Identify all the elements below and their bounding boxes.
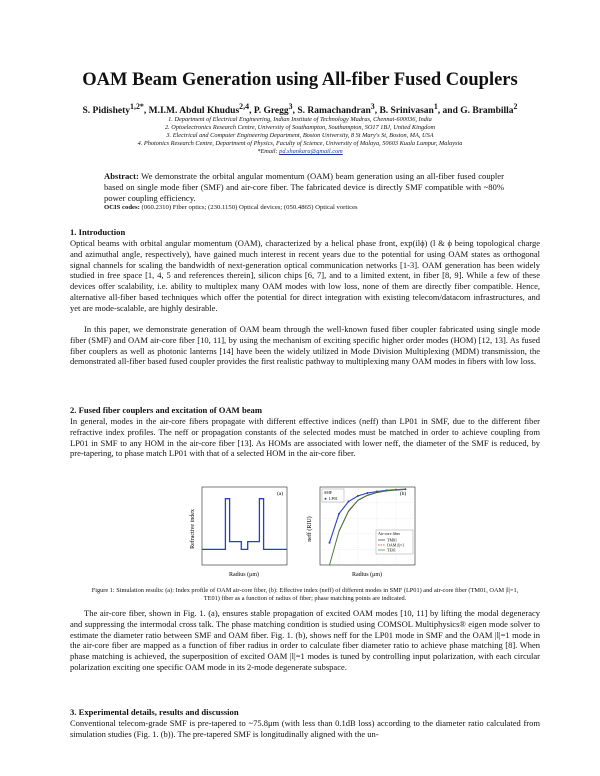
intro-paragraph-2: In this paper, we demonstrate generation of OAM beam through the well-known fused fiber coupler fabricated using single mode fiber (SMF) and OAM air-core fiber [10, 11], by using the mechanism of exciting specific higher order modes (HOM) [12, 13]. As fused fiber couplers as well as photonic lanterns [14] have been the widely utilized in Mode Division Multiplexing (MDM) transmission, the demonstrated all-fiber based fused coupler provides the first realistic pathway to multiplexing many OAM modes in fibers with low loss. (70, 324, 540, 367)
chart-a-title: (a) (276, 491, 284, 497)
chart-b (306, 487, 415, 578)
chart-b-xlabel: Radius (μm) (351, 572, 383, 578)
email-link[interactable]: pd.shankara@gmail.com (279, 148, 343, 155)
section-heading-3: 3. Experimental details, results and discussion (70, 707, 239, 717)
legend-label-oam: OAM |l|=1 (387, 542, 405, 548)
chart-b-ylabel: neff (RIU) (307, 516, 313, 542)
section2-paragraph-1: In general, modes in the air-core fibers propagate with different effective indices (neff) than LP01 in SMF, due to the different fiber refractive index profiles. The neff or propagation constants of the selected modes must be matched in order to achieve coupling from LP01 in SMF to any HOM in the air-core fiber [13]. As HOMs are associated with lower neff, the diameter of the SMF is reduced, by pre-tapering, to phase match LP01 with that of a selected HOM in the air-core fiber. (70, 416, 540, 459)
email-line: *Email: pd.shankara@gmail.com (257, 148, 343, 155)
legend-label-tm01: TM01 (387, 537, 397, 543)
author-list: S. Pidishety$^{1,2*}$, M.I.M. Abdul Khudus$^{2,4}$, P. Gregg$^3$, S. Ramachandran$^3$, B. Srinivasan$^1$, and G. Brambilla$^2$ (82, 102, 518, 117)
section2-paragraph-2: The air-core fiber, shown in Fig. 1. (a), ensures stable propagation of excited OAM modes [10, 11] by lifting the modal degeneracy and suppressing the intermodal cross talk. The phase matching condition is studied using COMSOL Multiphysics® eigen mode solver to estimate the diameter ratio between SMF and OAM fiber. Fig. 1. (b), shows neff for the LP01 mode in SMF and the OAM |l|=1 mode in the air-core fiber are mapped as a function of fiber radius in order to calculate fiber diameter ratio to achieve phase matching [8]. When phase matching is achieved, the superposition of excited OAM |l|=1 modes is tuned by controlling input polarization, with each circular polarization exciting one specific OAM mode in its 2-mode degenerate subspace. (70, 608, 540, 672)
chart-a-frame (202, 487, 287, 565)
figure-caption: Figure 1: Simulation results: (a): Index profile of OAM air-core fiber, (b): Effective index (neff) of different modes in SMF (LP01) and air-core fiber (TM01, OAM |l|=1, TE01) fiber as a function of radius of fiber; phase matching points are indicated. (91, 587, 519, 602)
chart-b-point (329, 542, 331, 544)
section3-paragraph-1: Conventional telecom-grade SMF is pre-tapered to ~75.8μm (with less than 0.1dB loss) according to the diameter ratio calculated from simulation studies (Fig. 1. (b)). The pre-tapered SMF is longitudinally aligned with the un- (70, 718, 540, 739)
legend-label-smf: SMF (324, 490, 333, 495)
legend-label-te01: TE01 (387, 547, 396, 553)
section-heading-2: 2. Fused fiber couplers and excitation of OAM beam (70, 405, 262, 415)
legend-label-lp01: LP01 (329, 496, 338, 501)
chart-b-point (338, 513, 340, 515)
affiliation-3: 3. Electrical and Computer Engineering Department, Boston University, 8 St Mary's St, Boston, MA, USA (166, 132, 434, 139)
affiliation-1: 1. Department of Electrical Engineering, Indian Institute of Technology Madras, Chennai-600036, India (168, 116, 432, 123)
chart-a-xlabel: Radius (μm) (228, 572, 260, 578)
figure-1 (180, 483, 420, 583)
chart-b-point (357, 495, 359, 497)
affiliation-4: 4. Photonics Research Centre, Department of Physics, Faculty of Science, University of Malaya, 50603 Kuala Lumpur, Malaysia (137, 140, 463, 147)
abstract: Abstract: We demonstrate the orbital angular momentum (OAM) beam generation using an all-fiber fused coupler based on single mode fiber (SMF) and air-core fiber. The fabricated device is directly SMF compatible with ~80% power coupling efficiency. (104, 171, 504, 203)
chart-b-point (348, 500, 350, 502)
chart-b-point (367, 492, 369, 494)
legend-label-aircore: Air-core fiber (378, 531, 401, 536)
ocis-codes: OCIS codes: (060.2310) Fiber optics; (230.1150) Optical devices; (050.4865) Optical vortices (104, 204, 358, 211)
intro-paragraph-1: Optical beams with orbital angular momentum (OAM), characterized by a helical phase front, exp(ilϕ) (l & ϕ being topological charge and azimuthal angle, respectively), have gained much interest in recent years due to the potential for using OAM states as orthogonal signal channels for scaling the bandwidth of next-generation optical communication networks [1-3]. OAM generation has been widely studied in free space [1, 4, 5 and references therein], silicon chips [6, 7], and to a limited extent, in fiber [8, 9]. While a few of these devices offer scalability, i.e. ability to multiplex many OAM modes with low loss, none of them are directly fiber compatible. Hence, alternative all-fiber based techniques which offer the potential for direct integration with existing telecom/datacom infrastructures, and yet are mode-scalable, are highly desirable. (70, 238, 540, 313)
paper-title: OAM Beam Generation using All-fiber Fused Couplers (82, 70, 518, 90)
chart-a (189, 487, 287, 578)
affiliation-2: 2. Optoelectronics Research Centre, University of Southampton, Southampton, SO17 1BJ, United Kingdom (164, 124, 436, 131)
section-heading-1: 1. Introduction (70, 227, 126, 237)
chart-a-ylabel: Refractive index (190, 509, 196, 549)
chart-b-title: (b) (399, 491, 407, 497)
legend-marker-lp01 (325, 498, 327, 500)
